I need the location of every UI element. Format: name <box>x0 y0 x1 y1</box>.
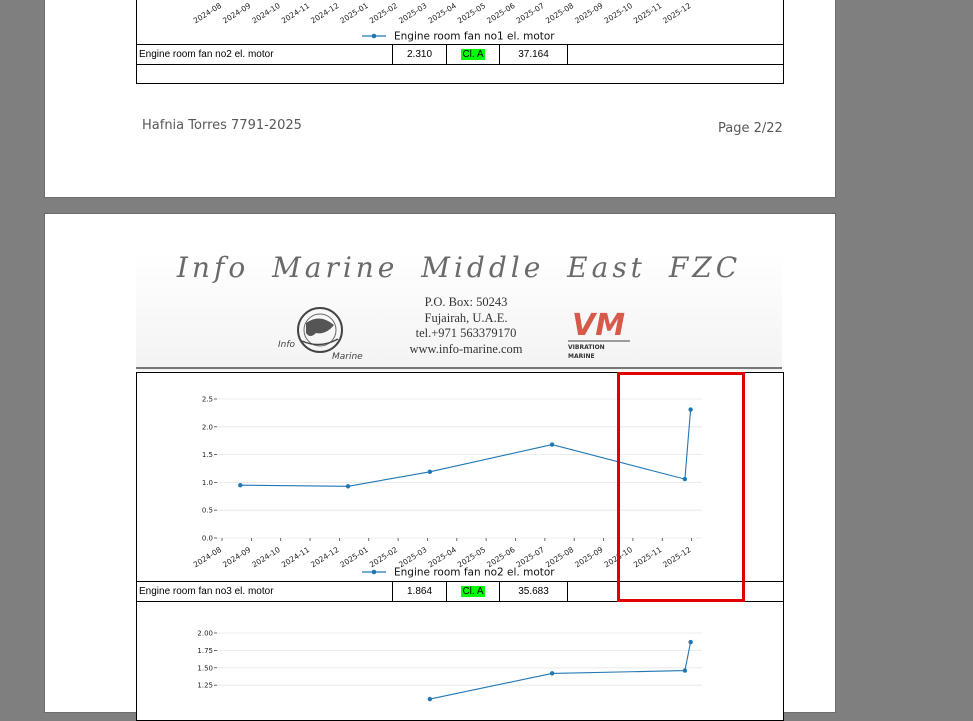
letterhead <box>136 251 782 371</box>
x-tick-label: 2025-08 <box>543 1 576 26</box>
x-tick-label: 2025-12 <box>661 1 693 26</box>
x-tick-label: 2025-11 <box>631 545 664 570</box>
class-badge: Cl. A <box>462 49 484 60</box>
address-phone: tel.+971 563379170 <box>415 326 517 340</box>
row-number: 37.164 <box>500 45 568 64</box>
x-tick-label: 2024-08 <box>191 1 224 26</box>
x-tick-label: 2025-04 <box>426 1 458 26</box>
legend-marker <box>372 570 377 575</box>
y-tick-label: 0.5 <box>201 506 213 515</box>
logo-vibration-text: VIBRATION <box>568 344 605 351</box>
x-tick-label: 2025-09 <box>573 1 605 26</box>
footer-page-number: Page 2/22 <box>718 121 783 136</box>
y-tick-label: 1.75 <box>197 646 213 655</box>
x-tick-label: 2024-09 <box>221 1 253 26</box>
chart-fan-no3 <box>137 602 783 712</box>
x-tick-label: 2025-01 <box>338 1 370 26</box>
x-tick-label: 2025-09 <box>573 545 605 570</box>
row-empty-cell <box>568 45 785 64</box>
footer-document-name: Hafnia Torres 7791-2025 <box>142 118 302 133</box>
y-tick-label: 2.00 <box>197 629 213 638</box>
row-class-cell <box>447 45 500 64</box>
address-po-box: P.O. Box: 50243 <box>424 295 508 309</box>
x-tick-label: 2025-11 <box>631 1 664 26</box>
chart-frame-fan-no1 <box>136 0 784 45</box>
legend-label: Engine room fan no1 el. motor <box>394 30 555 43</box>
y-tick-label: 1.25 <box>197 681 213 690</box>
data-point <box>238 483 242 487</box>
chart-frame-fan-no3 <box>136 601 784 721</box>
x-tick-label: 2025-06 <box>485 545 517 570</box>
x-tick-label: 2025-10 <box>602 545 634 570</box>
y-tick-label: 1.0 <box>201 478 213 487</box>
address-website: www.info-marine.com <box>409 341 523 356</box>
row-value: 1.864 <box>393 582 447 601</box>
letterhead-rule <box>136 367 782 369</box>
x-tick-label: 2025-02 <box>367 1 400 26</box>
data-point <box>688 640 692 644</box>
x-tick-label: 2024-12 <box>309 1 341 26</box>
x-tick-label: 2024-11 <box>279 1 312 26</box>
vibration-marine-logo <box>566 305 636 361</box>
empty-row <box>136 64 784 84</box>
info-marine-logo <box>276 305 371 363</box>
data-point <box>428 470 432 474</box>
x-tick-label: 2025-07 <box>514 1 546 26</box>
x-tick-label: 2025-06 <box>485 1 517 26</box>
y-tick-label: 2.0 <box>201 423 213 432</box>
x-tick-label: 2025-04 <box>426 545 458 570</box>
logo-marine-text: Marine <box>332 352 363 362</box>
data-point <box>683 668 687 672</box>
document-page-3 <box>44 213 836 713</box>
logo-info-text: Info <box>278 340 296 350</box>
x-tick-label: 2025-08 <box>543 545 576 570</box>
row-value: 2.310 <box>393 45 447 64</box>
x-tick-label: 2025-01 <box>338 545 370 570</box>
document-page-2 <box>44 0 836 198</box>
data-point <box>550 671 554 675</box>
x-tick-label: 2024-12 <box>309 545 341 570</box>
x-tick-label: 2025-03 <box>397 1 429 26</box>
y-tick-label: 1.50 <box>197 664 213 673</box>
table-row-fan-no3 <box>136 581 784 602</box>
row-number: 35.683 <box>500 582 568 601</box>
company-address <box>391 295 541 357</box>
x-tick-label: 2025-02 <box>367 545 400 570</box>
data-point <box>428 697 432 701</box>
class-badge: Cl. A <box>462 586 484 597</box>
x-tick-label: 2024-10 <box>250 545 282 570</box>
x-tick-label: 2024-11 <box>279 545 312 570</box>
x-tick-label: 2024-09 <box>221 545 253 570</box>
x-tick-label: 2025-12 <box>661 545 693 570</box>
row-name: Engine room fan no3 el. motor <box>137 582 393 601</box>
x-tick-label: 2025-03 <box>397 545 429 570</box>
chart-fan-no2 <box>137 373 783 581</box>
x-tick-label: 2024-08 <box>191 545 224 570</box>
logo-vm-text: VM <box>572 308 626 343</box>
legend-label: Engine room fan no2 el. motor <box>394 566 555 579</box>
x-tick-label: 2025-07 <box>514 545 546 570</box>
series-line <box>240 410 690 487</box>
data-point <box>683 477 687 481</box>
chart-frame-fan-no2 <box>136 372 784 582</box>
data-point <box>550 442 554 446</box>
row-class-cell <box>447 582 500 601</box>
y-tick-label: 2.5 <box>201 395 213 404</box>
y-tick-label: 0.0 <box>201 534 213 543</box>
chart-fan-no1-tail <box>137 0 783 44</box>
x-tick-label: 2025-05 <box>455 545 488 570</box>
logo-marine-text-2: MARINE <box>568 353 595 360</box>
legend-marker <box>372 34 377 39</box>
company-name: Info Marine Middle East FZC <box>176 251 742 284</box>
x-tick-label: 2025-10 <box>602 1 634 26</box>
data-point <box>688 407 692 411</box>
x-tick-label: 2025-05 <box>455 1 488 26</box>
address-city: Fujairah, U.A.E. <box>424 310 508 325</box>
x-tick-label: 2024-10 <box>250 1 282 26</box>
y-tick-label: 1.5 <box>201 451 213 460</box>
row-empty-cell <box>568 582 785 601</box>
data-point <box>346 484 350 488</box>
table-row-fan-no2 <box>136 44 784 65</box>
row-name: Engine room fan no2 el. motor <box>137 45 393 64</box>
